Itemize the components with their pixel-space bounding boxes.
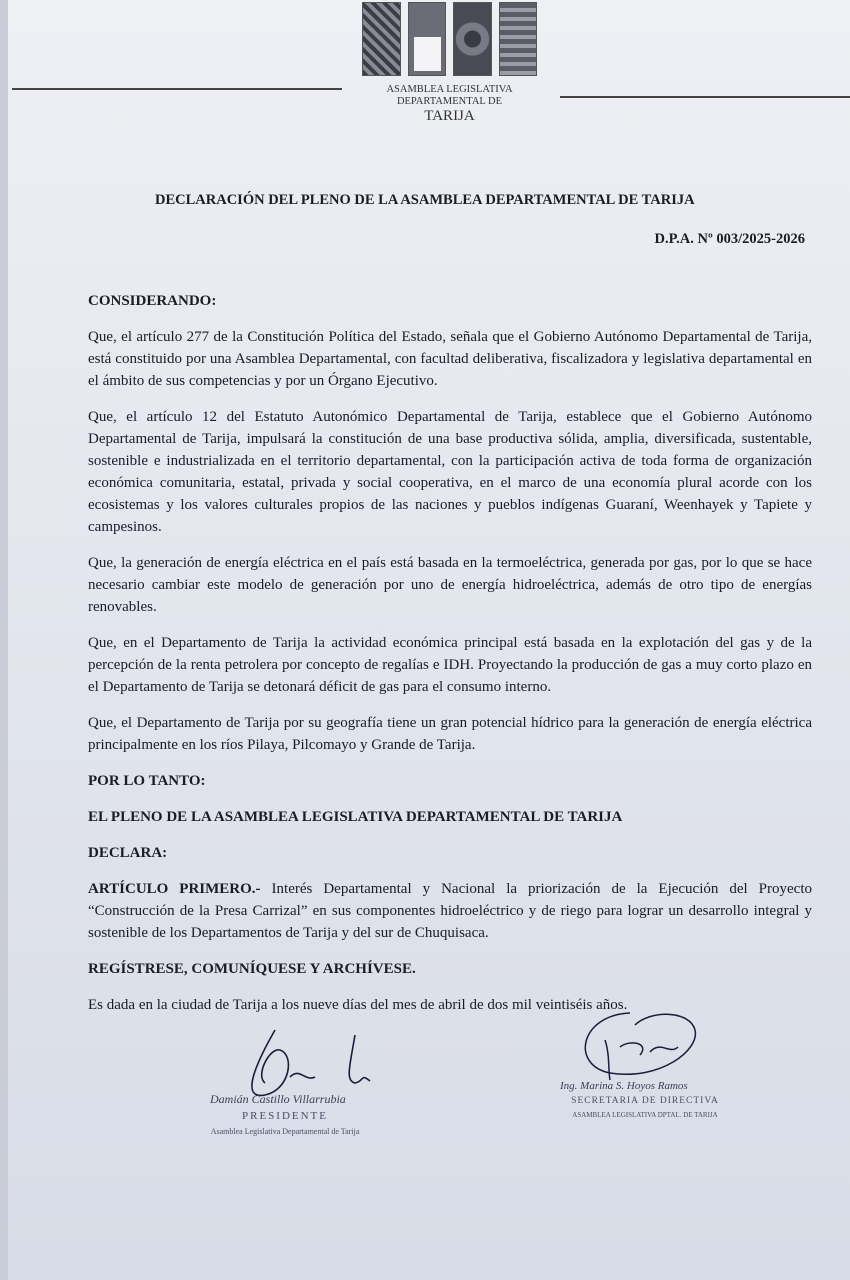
declaration-number: D.P.A. Nº 003/2025-2026	[654, 231, 805, 247]
date-line: Es dada en la ciudad de Tarija a los nueve días del mes de abril de dos mil veintiséis años.	[88, 997, 628, 1013]
considerando-heading: CONSIDERANDO:	[88, 293, 217, 309]
paragraph: Que, el artículo 277 de la Constitución Política del Estado, señala que el Gobierno Autónomo Departamental de Tarija, está constituido por una Asamblea Departamental, con facultad deliberativa, fiscalizadora y legislativa departamental en el ámbito de sus competencias y por un Órgano Ejecutivo.	[88, 329, 812, 389]
logo-line: ASAMBLEA LEGISLATIVA	[386, 84, 513, 95]
article-label: ARTÍCULO PRIMERO.-	[88, 881, 261, 897]
paragraph: Que, en el Departamento de Tarija la actividad económica principal está basada en la explotación del gas y de la percepción de la renta petrolera por concepto de regalías e IDH. Proyectando la producción de gas a muy corto plazo en el Departamento de Tarija se detonará déficit de gas para el consumo interno.	[88, 635, 812, 695]
president-org: Asamblea Legislativa Departamental de Tarija	[210, 1127, 360, 1136]
logo-tile	[408, 2, 447, 76]
article-text: Interés Departamental y Nacional la priorización de la Ejecución del Proyecto “Construcción de la Presa Carrizal” en sus componentes hidroeléctrico y de riego para lograr un desarrollo integral y sostenible de los Departamentos de Tarija y del sur de Chuquisaca.	[88, 881, 812, 941]
registrese-line: REGÍSTRESE, COMUNÍQUESE Y ARCHÍVESE.	[88, 961, 416, 977]
signature-block	[88, 1030, 812, 1160]
secretary-org: ASAMBLEA LEGISLATIVA DPTAL. DE TARIJA	[572, 1111, 718, 1119]
declara-heading: DECLARA:	[88, 845, 168, 861]
logo-tile	[362, 2, 401, 76]
president-name: Damián Castillo Villarrubia	[210, 1092, 346, 1106]
logo-line: TARIJA	[424, 108, 475, 124]
por-lo-tanto-heading: POR LO TANTO:	[88, 773, 206, 789]
paragraph: Que, el artículo 12 del Estatuto Autonómico Departamental de Tarija, establece que el Gobierno Autónomo Departamental de Tarija, impulsará la constitución de una base productiva sólida, amplia, diversificada, sustentable, sostenible e industrializada en el territorio departamental, con la participación activa de toda forma de organización económica comunitaria, estatal, privada y social cooperativa, en el marco de una economía plural acorde con los ecosistemas y los valores culturales propios de las naciones y pueblos indígenas Guaraní, Weenhayek y Tapiete y campesinos.	[88, 409, 812, 535]
logo-text	[352, 84, 547, 125]
header-rule-right	[560, 96, 850, 98]
article-one	[88, 878, 812, 944]
header-rule-left	[12, 88, 342, 90]
president-role: PRESIDENTE	[242, 1110, 328, 1122]
logo-tile	[453, 2, 492, 76]
signature-secretary-icon	[560, 1005, 710, 1085]
logo-tile	[499, 2, 538, 76]
secretary-name: Ing. Marina S. Hoyos Ramos	[560, 1080, 688, 1092]
document-title: DECLARACIÓN DEL PLENO DE LA ASAMBLEA DEPARTAMENTAL DE TARIJA	[155, 192, 695, 208]
assembly-logo	[362, 2, 537, 76]
document-body	[88, 290, 812, 1160]
paragraph: Que, el Departamento de Tarija por su geografía tiene un gran potencial hídrico para la generación de energía eléctrica principalmente en los ríos Pilaya, Pilcomayo y Grande de Tarija.	[88, 715, 812, 753]
paragraph: Que, la generación de energía eléctrica en el país está basada en la termoeléctrica, generada por gas, por lo que se hace necesario cambiar este modelo de generación por uno de energía hidroeléctrica, además de otro tipo de energías renovables.	[88, 555, 812, 615]
secretary-role: SECRETARIA DE DIRECTIVA	[571, 1096, 719, 1106]
logo-line: DEPARTAMENTAL DE	[396, 96, 503, 107]
pleno-heading: EL PLENO DE LA ASAMBLEA LEGISLATIVA DEPARTAMENTAL DE TARIJA	[88, 809, 623, 825]
